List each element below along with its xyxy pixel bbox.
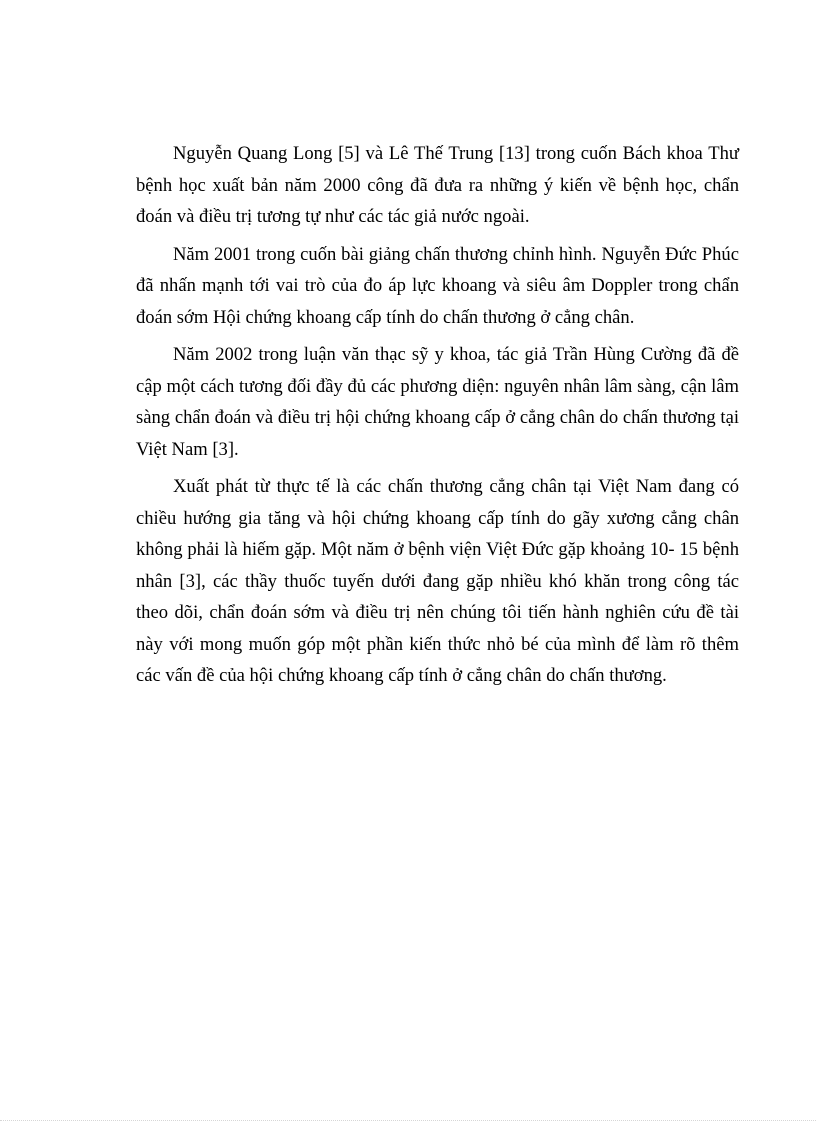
paragraph-1: Nguyễn Quang Long [5] và Lê Thế Trung [13] trong cuốn Bách khoa Thư bệnh học xuất bản năm 2000 công đã đưa ra những ý kiến về bệnh học, chẩn đoán và điều trị tương tự như các tác giả nước ngoài. [136,143,739,227]
paragraph-4: Xuất phát từ thực tế là các chấn thương cẳng chân tại Việt Nam đang có chiều hướng gia tăng và hội chứng khoang cấp tính do gãy xương cẳng chân không phải là hiếm gặp. Một năm ở bệnh viện Việt Đức gặp khoảng 10- 15 bệnh nhân [3], các thầy thuốc tuyến dưới đang gặp nhiều khó khăn trong công tác theo dõi, chẩn đoán sớm và điều trị nên chúng tôi tiến hành nghiên cứu đề tài này với mong muốn góp một phần kiến thức nhỏ bé của mình để làm rõ thêm các vấn đề của hội chứng khoang cấp tính ở cẳng chân do chấn thương. [136,476,739,686]
page-bottom-divider [0,1120,816,1121]
body-text [136,138,739,698]
paragraph-2: Năm 2001 trong cuốn bài giảng chấn thương chỉnh hình. Nguyễn Đức Phúc đã nhấn mạnh tới vai trò của đo áp lực khoang và siêu âm Doppler trong chẩn đoán sớm Hội chứng khoang cấp tính do chấn thương ở cẳng chân. [136,243,739,328]
paragraph-3: Năm 2002 trong luận văn thạc sỹ y khoa, tác giả Trần Hùng Cường đã đề cập một cách tương đối đầy đủ các phương diện: nguyên nhân lâm sàng, cận lâm sàng chẩn đoán và điều trị hội chứng khoang cấp ở cẳng chân do chấn thương tại Việt Nam [3]. [136,344,739,460]
